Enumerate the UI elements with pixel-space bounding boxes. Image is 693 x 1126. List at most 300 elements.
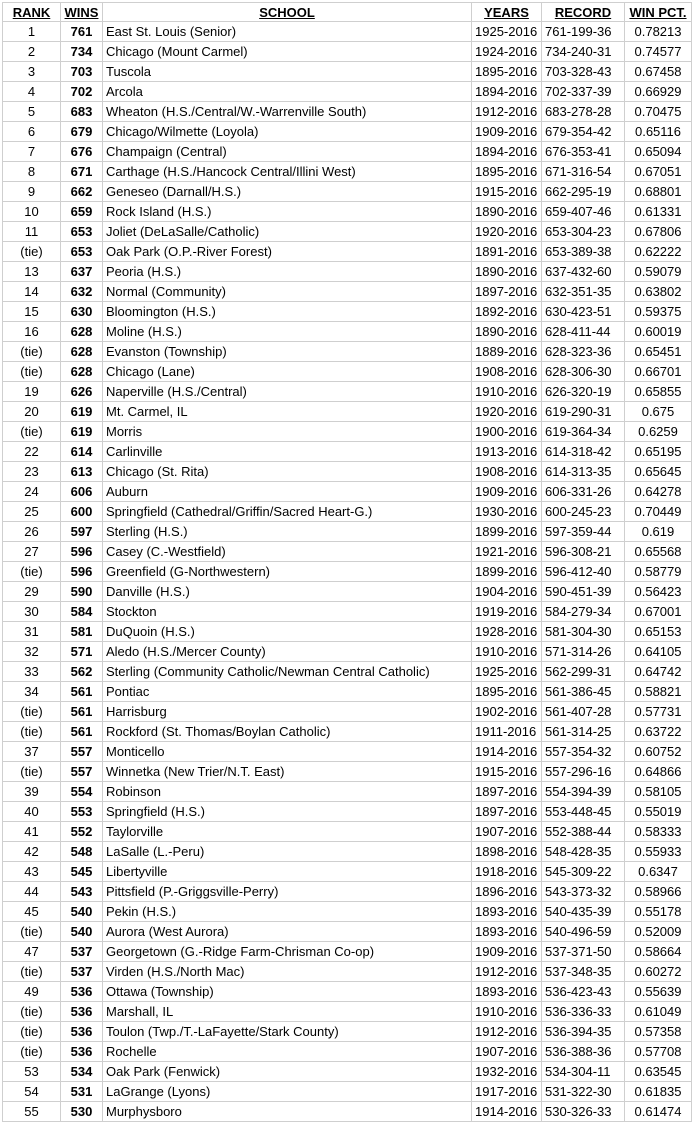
table-row — [3, 562, 692, 582]
rank-cell: 53 — [3, 1062, 61, 1082]
school-cell: Rockford (St. Thomas/Boylan Catholic) — [103, 722, 472, 742]
win-pct-cell: 0.67001 — [625, 602, 692, 622]
table-row — [3, 662, 692, 682]
school-cell: LaSalle (L.-Peru) — [103, 842, 472, 862]
school-cell: Libertyville — [103, 862, 472, 882]
record-cell: 590-451-39 — [542, 582, 625, 602]
win-pct-cell: 0.65094 — [625, 142, 692, 162]
record-cell: 637-432-60 — [542, 262, 625, 282]
rank-cell: (tie) — [3, 962, 61, 982]
table-row — [3, 1022, 692, 1042]
school-cell: LaGrange (Lyons) — [103, 1082, 472, 1102]
win-pct-cell: 0.63545 — [625, 1062, 692, 1082]
rank-cell: 8 — [3, 162, 61, 182]
years-cell: 1891-2016 — [472, 242, 542, 262]
years-cell: 1898-2016 — [472, 842, 542, 862]
rank-cell: (tie) — [3, 922, 61, 942]
years-cell: 1914-2016 — [472, 742, 542, 762]
years-cell: 1920-2016 — [472, 402, 542, 422]
school-cell: Stockton — [103, 602, 472, 622]
wins-table — [2, 2, 692, 1122]
school-cell: Marshall, IL — [103, 1002, 472, 1022]
record-cell: 679-354-42 — [542, 122, 625, 142]
record-cell: 596-412-40 — [542, 562, 625, 582]
win-pct-cell: 0.65451 — [625, 342, 692, 362]
years-cell: 1917-2016 — [472, 1082, 542, 1102]
years-cell: 1897-2016 — [472, 282, 542, 302]
school-cell: Murphysboro — [103, 1102, 472, 1122]
rank-cell: 2 — [3, 42, 61, 62]
rank-cell: (tie) — [3, 342, 61, 362]
rank-cell: (tie) — [3, 702, 61, 722]
table-row — [3, 302, 692, 322]
wins-cell: 596 — [61, 542, 103, 562]
table-row — [3, 782, 692, 802]
school-cell: Sterling (H.S.) — [103, 522, 472, 542]
wins-cell: 553 — [61, 802, 103, 822]
school-cell: Rock Island (H.S.) — [103, 202, 472, 222]
wins-cell: 653 — [61, 222, 103, 242]
years-cell: 1893-2016 — [472, 902, 542, 922]
years-cell: 1912-2016 — [472, 1022, 542, 1042]
table-row — [3, 902, 692, 922]
years-cell: 1909-2016 — [472, 122, 542, 142]
years-cell: 1892-2016 — [472, 302, 542, 322]
wins-cell: 581 — [61, 622, 103, 642]
win-pct-cell: 0.61474 — [625, 1102, 692, 1122]
table-row — [3, 62, 692, 82]
record-cell: 554-394-39 — [542, 782, 625, 802]
wins-cell: 606 — [61, 482, 103, 502]
record-cell: 557-296-16 — [542, 762, 625, 782]
record-cell: 761-199-36 — [542, 22, 625, 42]
win-pct-cell: 0.67458 — [625, 62, 692, 82]
wins-cell: 561 — [61, 722, 103, 742]
years-cell: 1896-2016 — [472, 882, 542, 902]
school-cell: Arcola — [103, 82, 472, 102]
school-cell: Pittsfield (P.-Griggsville-Perry) — [103, 882, 472, 902]
table-row — [3, 922, 692, 942]
record-cell: 571-314-26 — [542, 642, 625, 662]
win-pct-cell: 0.65116 — [625, 122, 692, 142]
school-cell: Oak Park (O.P.-River Forest) — [103, 242, 472, 262]
record-cell: 628-306-30 — [542, 362, 625, 382]
table-row — [3, 402, 692, 422]
win-pct-cell: 0.58966 — [625, 882, 692, 902]
win-pct-cell: 0.65645 — [625, 462, 692, 482]
school-cell: Chicago (Mount Carmel) — [103, 42, 472, 62]
rank-cell: (tie) — [3, 722, 61, 742]
record-cell: 536-394-35 — [542, 1022, 625, 1042]
school-cell: Pekin (H.S.) — [103, 902, 472, 922]
wins-header: WINS — [61, 3, 103, 22]
table-row — [3, 682, 692, 702]
table-row — [3, 942, 692, 962]
school-cell: Wheaton (H.S./Central/W.-Warrenville South) — [103, 102, 472, 122]
rank-cell: 19 — [3, 382, 61, 402]
wins-cell: 530 — [61, 1102, 103, 1122]
record-cell: 536-336-33 — [542, 1002, 625, 1022]
wins-cell: 628 — [61, 342, 103, 362]
school-cell: Monticello — [103, 742, 472, 762]
record-cell: 628-411-44 — [542, 322, 625, 342]
record-cell: 581-304-30 — [542, 622, 625, 642]
years-cell: 1910-2016 — [472, 642, 542, 662]
school-cell: Chicago (St. Rita) — [103, 462, 472, 482]
wins-cell: 536 — [61, 1002, 103, 1022]
record-cell: 619-290-31 — [542, 402, 625, 422]
rank-cell: 15 — [3, 302, 61, 322]
wins-cell: 584 — [61, 602, 103, 622]
rank-cell: 14 — [3, 282, 61, 302]
years-cell: 1928-2016 — [472, 622, 542, 642]
table-row — [3, 962, 692, 982]
years-cell: 1912-2016 — [472, 102, 542, 122]
table-row — [3, 162, 692, 182]
years-cell: 1908-2016 — [472, 462, 542, 482]
wins-cell: 632 — [61, 282, 103, 302]
years-cell: 1932-2016 — [472, 1062, 542, 1082]
rank-cell: 47 — [3, 942, 61, 962]
years-cell: 1894-2016 — [472, 142, 542, 162]
win-pct-header: WIN PCT. — [625, 3, 692, 22]
school-cell: East St. Louis (Senior) — [103, 22, 472, 42]
record-cell: 543-373-32 — [542, 882, 625, 902]
win-pct-cell: 0.58821 — [625, 682, 692, 702]
school-cell: Carlinville — [103, 442, 472, 462]
record-cell: 540-496-59 — [542, 922, 625, 942]
win-pct-cell: 0.67806 — [625, 222, 692, 242]
wins-cell: 734 — [61, 42, 103, 62]
rank-cell: (tie) — [3, 1022, 61, 1042]
rank-cell: 23 — [3, 462, 61, 482]
rank-header: RANK — [3, 3, 61, 22]
win-pct-cell: 0.64105 — [625, 642, 692, 662]
record-cell: 619-364-34 — [542, 422, 625, 442]
school-cell: Winnetka (New Trier/N.T. East) — [103, 762, 472, 782]
wins-cell: 628 — [61, 362, 103, 382]
years-cell: 1899-2016 — [472, 522, 542, 542]
years-cell: 1897-2016 — [472, 782, 542, 802]
record-cell: 676-353-41 — [542, 142, 625, 162]
record-cell: 548-428-35 — [542, 842, 625, 862]
years-cell: 1925-2016 — [472, 22, 542, 42]
wins-cell: 571 — [61, 642, 103, 662]
rank-cell: 20 — [3, 402, 61, 422]
rank-cell: 3 — [3, 62, 61, 82]
header-row — [3, 3, 692, 22]
table-row — [3, 582, 692, 602]
wins-cell: 628 — [61, 322, 103, 342]
win-pct-cell: 0.56423 — [625, 582, 692, 602]
wins-cell: 548 — [61, 842, 103, 862]
win-pct-cell: 0.58779 — [625, 562, 692, 582]
record-cell: 683-278-28 — [542, 102, 625, 122]
win-pct-cell: 0.64742 — [625, 662, 692, 682]
win-pct-cell: 0.70475 — [625, 102, 692, 122]
record-cell: 561-407-28 — [542, 702, 625, 722]
record-cell: 531-322-30 — [542, 1082, 625, 1102]
years-cell: 1919-2016 — [472, 602, 542, 622]
school-cell: Aledo (H.S./Mercer County) — [103, 642, 472, 662]
rank-cell: 54 — [3, 1082, 61, 1102]
win-pct-cell: 0.65195 — [625, 442, 692, 462]
table-row — [3, 602, 692, 622]
years-cell: 1889-2016 — [472, 342, 542, 362]
win-pct-cell: 0.52009 — [625, 922, 692, 942]
school-cell: Toulon (Twp./T.-LaFayette/Stark County) — [103, 1022, 472, 1042]
record-cell: 659-407-46 — [542, 202, 625, 222]
win-pct-cell: 0.57708 — [625, 1042, 692, 1062]
rank-cell: 34 — [3, 682, 61, 702]
rank-cell: 41 — [3, 822, 61, 842]
school-cell: Joliet (DeLaSalle/Catholic) — [103, 222, 472, 242]
wins-cell: 671 — [61, 162, 103, 182]
wins-cell: 536 — [61, 982, 103, 1002]
win-pct-cell: 0.58105 — [625, 782, 692, 802]
wins-cell: 561 — [61, 702, 103, 722]
school-cell: Springfield (H.S.) — [103, 802, 472, 822]
rank-cell: 33 — [3, 662, 61, 682]
wins-cell: 662 — [61, 182, 103, 202]
record-cell: 545-309-22 — [542, 862, 625, 882]
school-cell: Champaign (Central) — [103, 142, 472, 162]
school-cell: Auburn — [103, 482, 472, 502]
years-cell: 1890-2016 — [472, 322, 542, 342]
wins-cell: 545 — [61, 862, 103, 882]
rank-cell: 39 — [3, 782, 61, 802]
wins-cell: 534 — [61, 1062, 103, 1082]
table-row — [3, 822, 692, 842]
years-cell: 1895-2016 — [472, 62, 542, 82]
wins-cell: 679 — [61, 122, 103, 142]
table-row — [3, 382, 692, 402]
school-cell: Danville (H.S.) — [103, 582, 472, 602]
win-pct-cell: 0.60752 — [625, 742, 692, 762]
record-cell: 702-337-39 — [542, 82, 625, 102]
years-header: YEARS — [472, 3, 542, 22]
years-cell: 1910-2016 — [472, 1002, 542, 1022]
win-pct-cell: 0.61331 — [625, 202, 692, 222]
years-cell: 1911-2016 — [472, 722, 542, 742]
years-cell: 1907-2016 — [472, 1042, 542, 1062]
school-header: SCHOOL — [103, 3, 472, 22]
record-cell: 600-245-23 — [542, 502, 625, 522]
wins-cell: 614 — [61, 442, 103, 462]
years-cell: 1897-2016 — [472, 802, 542, 822]
years-cell: 1921-2016 — [472, 542, 542, 562]
wins-cell: 630 — [61, 302, 103, 322]
record-header: RECORD — [542, 3, 625, 22]
record-cell: 653-389-38 — [542, 242, 625, 262]
record-cell: 614-318-42 — [542, 442, 625, 462]
win-pct-cell: 0.64278 — [625, 482, 692, 502]
win-pct-cell: 0.58333 — [625, 822, 692, 842]
wins-cell: 536 — [61, 1042, 103, 1062]
school-cell: Greenfield (G-Northwestern) — [103, 562, 472, 582]
wins-cell: 536 — [61, 1022, 103, 1042]
table-row — [3, 182, 692, 202]
table-row — [3, 1062, 692, 1082]
win-pct-cell: 0.64866 — [625, 762, 692, 782]
win-pct-cell: 0.66701 — [625, 362, 692, 382]
school-cell: Robinson — [103, 782, 472, 802]
wins-cell: 702 — [61, 82, 103, 102]
rank-cell: 45 — [3, 902, 61, 922]
table-body — [3, 22, 692, 1122]
wins-cell: 540 — [61, 922, 103, 942]
win-pct-cell: 0.66929 — [625, 82, 692, 102]
record-cell: 561-314-25 — [542, 722, 625, 742]
wins-cell: 676 — [61, 142, 103, 162]
wins-cell: 626 — [61, 382, 103, 402]
rank-cell: 11 — [3, 222, 61, 242]
win-pct-cell: 0.6347 — [625, 862, 692, 882]
years-cell: 1908-2016 — [472, 362, 542, 382]
years-cell: 1895-2016 — [472, 682, 542, 702]
record-cell: 628-323-36 — [542, 342, 625, 362]
years-cell: 1910-2016 — [472, 382, 542, 402]
win-pct-cell: 0.70449 — [625, 502, 692, 522]
win-pct-cell: 0.60019 — [625, 322, 692, 342]
school-cell: Virden (H.S./North Mac) — [103, 962, 472, 982]
rank-cell: 9 — [3, 182, 61, 202]
table-row — [3, 702, 692, 722]
years-cell: 1915-2016 — [472, 762, 542, 782]
table-row — [3, 342, 692, 362]
record-cell: 630-423-51 — [542, 302, 625, 322]
win-pct-cell: 0.60272 — [625, 962, 692, 982]
rank-cell: 16 — [3, 322, 61, 342]
table-row — [3, 42, 692, 62]
rank-cell: 49 — [3, 982, 61, 1002]
school-cell: Peoria (H.S.) — [103, 262, 472, 282]
school-cell: DuQuoin (H.S.) — [103, 622, 472, 642]
record-cell: 703-328-43 — [542, 62, 625, 82]
years-cell: 1909-2016 — [472, 942, 542, 962]
record-cell: 734-240-31 — [542, 42, 625, 62]
win-pct-cell: 0.63722 — [625, 722, 692, 742]
rank-cell: (tie) — [3, 1002, 61, 1022]
rank-cell: 32 — [3, 642, 61, 662]
record-cell: 553-448-45 — [542, 802, 625, 822]
years-cell: 1894-2016 — [472, 82, 542, 102]
record-cell: 536-423-43 — [542, 982, 625, 1002]
table-row — [3, 222, 692, 242]
rank-cell: 25 — [3, 502, 61, 522]
record-cell: 597-359-44 — [542, 522, 625, 542]
record-cell: 537-371-50 — [542, 942, 625, 962]
rank-cell: 13 — [3, 262, 61, 282]
wins-cell: 562 — [61, 662, 103, 682]
years-cell: 1930-2016 — [472, 502, 542, 522]
win-pct-cell: 0.6259 — [625, 422, 692, 442]
table-row — [3, 242, 692, 262]
table-row — [3, 462, 692, 482]
rank-cell: 40 — [3, 802, 61, 822]
win-pct-cell: 0.619 — [625, 522, 692, 542]
years-cell: 1907-2016 — [472, 822, 542, 842]
school-cell: Carthage (H.S./Hancock Central/Illini West) — [103, 162, 472, 182]
record-cell: 540-435-39 — [542, 902, 625, 922]
rank-cell: 26 — [3, 522, 61, 542]
rank-cell: 1 — [3, 22, 61, 42]
years-cell: 1893-2016 — [472, 922, 542, 942]
record-cell: 536-388-36 — [542, 1042, 625, 1062]
table-row — [3, 142, 692, 162]
years-cell: 1904-2016 — [472, 582, 542, 602]
win-pct-cell: 0.65153 — [625, 622, 692, 642]
record-cell: 662-295-19 — [542, 182, 625, 202]
win-pct-cell: 0.55639 — [625, 982, 692, 1002]
record-cell: 653-304-23 — [542, 222, 625, 242]
school-cell: Springfield (Cathedral/Griffin/Sacred Heart-G.) — [103, 502, 472, 522]
wins-cell: 531 — [61, 1082, 103, 1102]
win-pct-cell: 0.61835 — [625, 1082, 692, 1102]
school-cell: Normal (Community) — [103, 282, 472, 302]
wins-cell: 600 — [61, 502, 103, 522]
win-pct-cell: 0.675 — [625, 402, 692, 422]
table-row — [3, 1082, 692, 1102]
wins-cell: 552 — [61, 822, 103, 842]
wins-cell: 761 — [61, 22, 103, 42]
school-cell: Sterling (Community Catholic/Newman Central Catholic) — [103, 662, 472, 682]
wins-cell: 703 — [61, 62, 103, 82]
school-cell: Harrisburg — [103, 702, 472, 722]
wins-cell: 619 — [61, 402, 103, 422]
table-row — [3, 1002, 692, 1022]
table-row — [3, 722, 692, 742]
rank-cell: 31 — [3, 622, 61, 642]
rank-cell: 44 — [3, 882, 61, 902]
years-cell: 1914-2016 — [472, 1102, 542, 1122]
years-cell: 1925-2016 — [472, 662, 542, 682]
win-pct-cell: 0.62222 — [625, 242, 692, 262]
years-cell: 1890-2016 — [472, 262, 542, 282]
win-pct-cell: 0.55178 — [625, 902, 692, 922]
wins-cell: 557 — [61, 762, 103, 782]
table-row — [3, 442, 692, 462]
school-cell: Geneseo (Darnall/H.S.) — [103, 182, 472, 202]
table-row — [3, 322, 692, 342]
table-row — [3, 622, 692, 642]
win-pct-cell: 0.59079 — [625, 262, 692, 282]
record-cell: 562-299-31 — [542, 662, 625, 682]
win-pct-cell: 0.61049 — [625, 1002, 692, 1022]
table-row — [3, 22, 692, 42]
school-cell: Taylorville — [103, 822, 472, 842]
years-cell: 1900-2016 — [472, 422, 542, 442]
school-cell: Bloomington (H.S.) — [103, 302, 472, 322]
table-row — [3, 842, 692, 862]
wins-cell: 590 — [61, 582, 103, 602]
win-pct-cell: 0.58664 — [625, 942, 692, 962]
rank-cell: 43 — [3, 862, 61, 882]
wins-cell: 637 — [61, 262, 103, 282]
record-cell: 537-348-35 — [542, 962, 625, 982]
record-cell: 606-331-26 — [542, 482, 625, 502]
record-cell: 596-308-21 — [542, 542, 625, 562]
record-cell: 671-316-54 — [542, 162, 625, 182]
record-cell: 632-351-35 — [542, 282, 625, 302]
win-pct-cell: 0.57731 — [625, 702, 692, 722]
rank-cell: (tie) — [3, 422, 61, 442]
table-row — [3, 422, 692, 442]
years-cell: 1902-2016 — [472, 702, 542, 722]
rank-cell: 4 — [3, 82, 61, 102]
record-cell: 584-279-34 — [542, 602, 625, 622]
school-cell: Pontiac — [103, 682, 472, 702]
